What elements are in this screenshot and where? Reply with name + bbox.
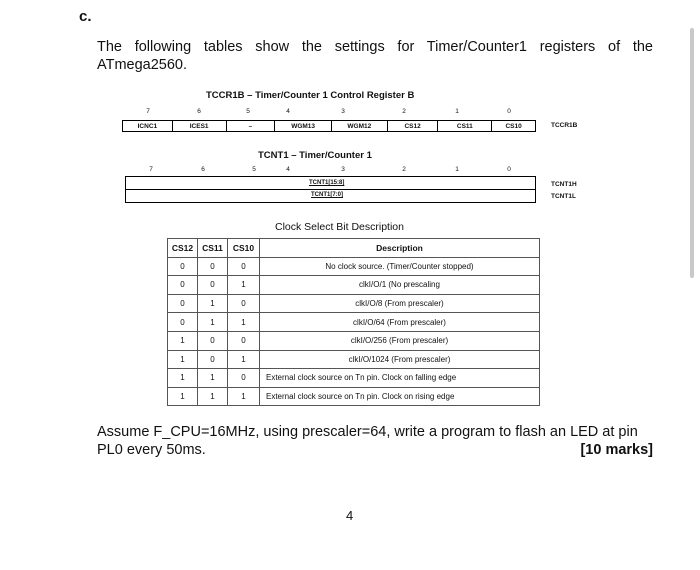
description-cell: clkI/O/256 (From prescaler) (260, 331, 540, 350)
tcnt1h-side-label: TCNT1H (551, 181, 577, 188)
question-text: Assume F_CPU=16MHz, using prescaler=64, write a program to flash an LED at pin PL0 every 50ms. (97, 424, 638, 458)
bit-value-cell: 1 (198, 313, 228, 332)
tccr1b-bit-cell: CS11 (438, 121, 492, 131)
description-cell: External clock source on Tn pin. Clock on rising edge (260, 387, 540, 406)
tccr1b-bit-number: 6 (197, 108, 201, 115)
bit-value-cell: 1 (168, 387, 198, 406)
bit-value-cell: 1 (228, 350, 260, 369)
bit-value-cell: 0 (198, 350, 228, 369)
question-paragraph (97, 423, 653, 459)
bit-value-cell: 1 (198, 369, 228, 388)
description-cell: clkI/O/1024 (From prescaler) (260, 350, 540, 369)
tcnt1-low-label: TCNT1[7:0] (311, 192, 344, 198)
bit-value-cell: 1 (228, 387, 260, 406)
bit-value-cell: 0 (228, 331, 260, 350)
table-row (168, 369, 540, 388)
bit-value-cell: 0 (228, 294, 260, 313)
tccr1b-bit-cell: – (227, 121, 276, 131)
description-cell: clkI/O/1 (No prescaling (260, 276, 540, 295)
tccr1b-bit-number: 5 (246, 108, 250, 115)
tcnt1-bit-number: 6 (201, 166, 205, 173)
bit-value-cell: 1 (198, 294, 228, 313)
header-cs11: CS11 (198, 239, 228, 258)
bit-value-cell: 0 (198, 257, 228, 276)
clock-select-title: Clock Select Bit Description (275, 221, 404, 233)
bit-value-cell: 1 (228, 276, 260, 295)
tccr1b-bit-number: 4 (286, 108, 290, 115)
page-number: 4 (346, 508, 354, 523)
tcnt1-bit-number: 7 (149, 166, 153, 173)
bit-value-cell: 1 (168, 331, 198, 350)
bit-value-cell: 0 (198, 331, 228, 350)
bit-value-cell: 1 (228, 313, 260, 332)
tcnt1-bit-number: 1 (455, 166, 459, 173)
tcnt1-bit-number: 2 (402, 166, 406, 173)
tcnt1-title: TCNT1 – Timer/Counter 1 (258, 150, 372, 161)
table-row (168, 257, 540, 276)
description-cell: clkI/O/8 (From prescaler) (260, 294, 540, 313)
tccr1b-register (122, 120, 536, 132)
tccr1b-bit-cell: WGM12 (332, 121, 388, 131)
description-cell: External clock source on Tn pin. Clock on falling edge (260, 369, 540, 388)
header-cs12: CS12 (168, 239, 198, 258)
bit-value-cell: 1 (168, 369, 198, 388)
tccr1b-bit-number: 7 (146, 108, 150, 115)
bit-value-cell: 0 (168, 276, 198, 295)
tccr1b-bit-number: 3 (341, 108, 345, 115)
clock-select-table (167, 238, 540, 406)
bit-value-cell: 1 (168, 350, 198, 369)
tcnt1-bit-number: 5 (252, 166, 256, 173)
tccr1b-side-label: TCCR1B (551, 122, 578, 129)
tcnt1-bit-number: 3 (341, 166, 345, 173)
tcnt1l-side-label: TCNT1L (551, 193, 576, 200)
tcnt1-bit-number: 0 (507, 166, 511, 173)
table-row (168, 313, 540, 332)
bit-value-cell: 0 (168, 313, 198, 332)
table-row (168, 350, 540, 369)
table-row (168, 276, 540, 295)
marks-label: [10 marks] (580, 442, 653, 458)
tccr1b-title: TCCR1B – Timer/Counter 1 Control Register B (206, 90, 415, 101)
table-row (168, 294, 540, 313)
tccr1b-bit-cell: CS10 (505, 122, 522, 130)
tccr1b-bit-number: 2 (402, 108, 406, 115)
bit-value-cell: 0 (198, 276, 228, 295)
table-row (168, 387, 540, 406)
tccr1b-bit-cell: ICES1 (173, 121, 227, 131)
tccr1b-bit-cell: CS12 (388, 121, 439, 131)
header-description: Description (260, 239, 540, 258)
bit-value-cell: 0 (168, 294, 198, 313)
tcnt1-bit-number: 4 (286, 166, 290, 173)
bit-value-cell: 1 (198, 387, 228, 406)
section-label: c. (79, 8, 92, 25)
description-cell: No clock source. (Timer/Counter stopped) (260, 257, 540, 276)
bit-value-cell: 0 (228, 369, 260, 388)
scrollbar-thumb[interactable] (690, 28, 694, 278)
tccr1b-bit-number: 1 (455, 108, 459, 115)
table-row (168, 331, 540, 350)
tccr1b-bit-cell: WGM13 (275, 121, 332, 131)
intro-paragraph: The following tables show the settings for Timer/Counter1 registers of the ATmega2560. (97, 39, 653, 73)
table-header-row (168, 239, 540, 258)
header-cs10: CS10 (228, 239, 260, 258)
bit-value-cell: 0 (168, 257, 198, 276)
description-cell: clkI/O/64 (From prescaler) (260, 313, 540, 332)
tcnt1-high-label: TCNT1[15:8] (309, 180, 345, 186)
tccr1b-bit-number: 0 (507, 108, 511, 115)
tccr1b-bit-cell: ICNC1 (123, 121, 173, 131)
bit-value-cell: 0 (228, 257, 260, 276)
